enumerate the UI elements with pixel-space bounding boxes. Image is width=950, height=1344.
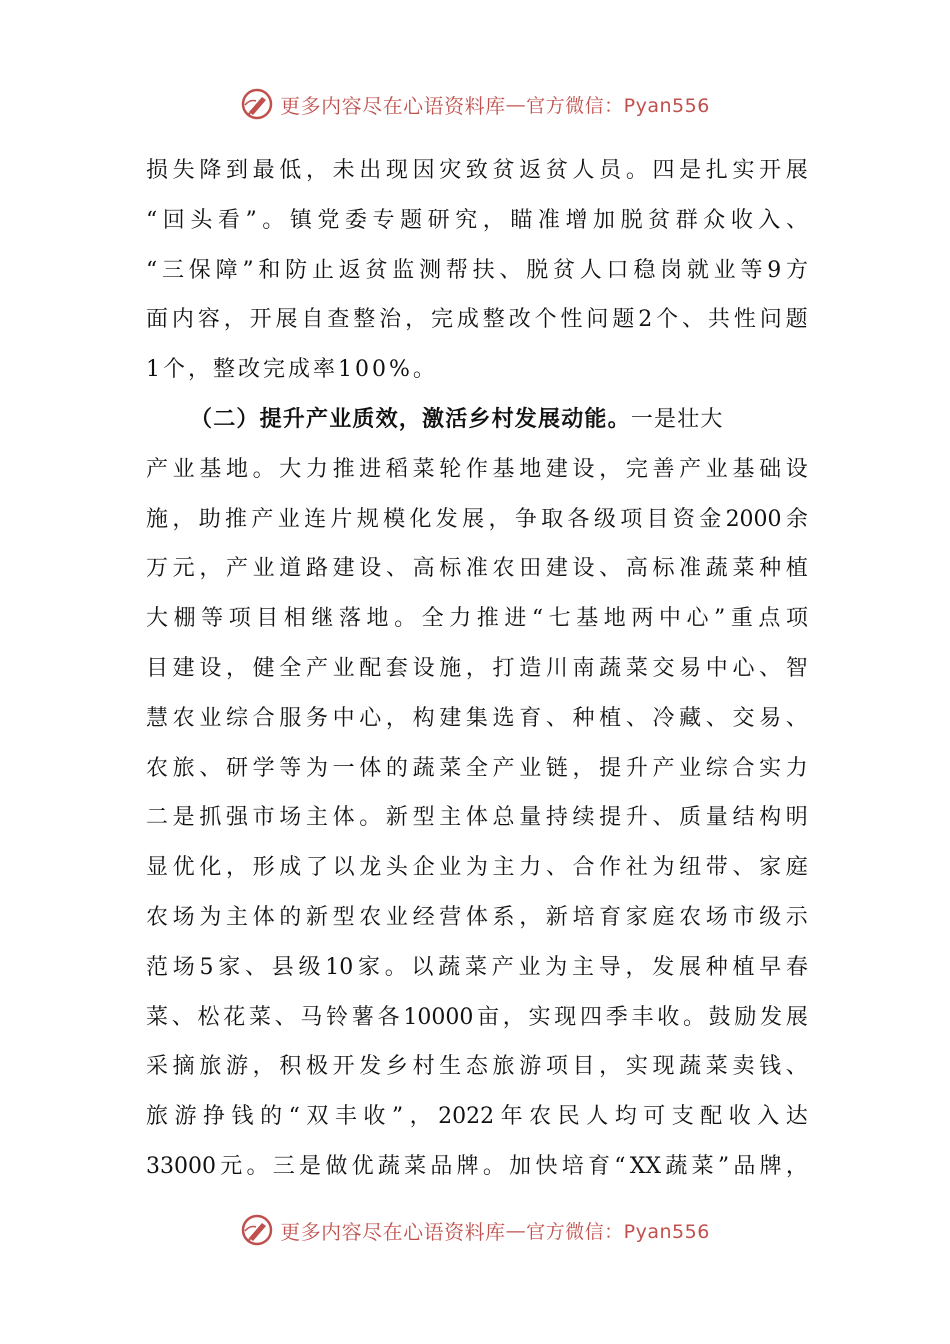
- text-line: 损 失 降 到 最 低 ， 未 出 现 因 灾 致 贫 返 贫 人 员 。 四 是 扎 实 开 展: [146, 158, 808, 183]
- text-line: 大 棚 等 项 目 相 继 落 地 。 全 力 推 进 “ 七 基 地 两 中 心 ” 重 点 项: [146, 606, 808, 632]
- text-line: 二 是 抓 强 市 场 主 体 。 新 型 主 体 总 量 持 续 提 升 、 质 量 结 构 明: [146, 805, 808, 831]
- text-line: 面 内 容 ， 开 展 自 查 整 治 ， 完 成 整 改 个 性 问 题 2 个 、 共 性 问 题: [146, 307, 808, 333]
- text-line: 采 摘 旅 游 ， 积 极 开 发 乡 村 生 态 旅 游 项 目 ， 实 现 蔬 菜 卖 钱 、: [146, 1054, 808, 1080]
- text-line: 慧 农 业 综 合 服 务 中 心 ， 构 建 集 选 育 、 种 植 、 冷 藏 、 交 易 、: [146, 705, 808, 731]
- text-line: 菜 、 松 花 菜 、 马 铃 薯 各 10000 亩 ， 实 现 四 季 丰 收 。 鼓 励 发 展: [146, 1004, 808, 1030]
- text-line: 1个，整改完成率100%。: [146, 357, 438, 383]
- watermark-text: 更多内容尽在心语资料库: [280, 1219, 506, 1244]
- text-line: 33000 元 。 三 是 做 优 蔬 菜 品 牌 。 加 快 培 育 “ XX 蔬 菜 ” 品 牌 ，: [146, 1153, 808, 1179]
- text-line: 显 优 化 ， 形 成 了 以 龙 头 企 业 为 主 力 、 合 作 社 为 纽 带 、 家 庭: [146, 855, 808, 881]
- watermark-contact: 官方微信：Pyan556: [526, 94, 710, 117]
- paragraph-2: [146, 445, 808, 1192]
- pen-logo-icon: [240, 1213, 274, 1247]
- watermark-contact: 官方微信：Pyan556: [526, 1220, 710, 1243]
- paragraph-2-first-line: [146, 395, 808, 445]
- text-line: 产 业 基 地 。 大 力 推 进 稻 菜 轮 作 基 地 建 设 ， 完 善 产 业 基 础 设: [146, 456, 808, 482]
- watermark-text: 更多内容尽在心语资料库: [280, 93, 506, 118]
- document-body: [146, 146, 808, 1192]
- text-line: 农 场 为 主 体 的 新 型 农 业 经 营 体 系 ， 新 培 育 家 庭 农 场 市 级 示: [146, 904, 808, 930]
- section-heading: （二）提升产业质效，激活乡村发展动能。: [190, 405, 631, 432]
- pen-logo-icon: [240, 87, 274, 121]
- footer-watermark: [0, 1210, 950, 1250]
- text-line: “ 回 头 看 ” 。 镇 党 委 专 题 研 究 ， 瞄 准 增 加 脱 贫 群 众 收 入 、: [146, 207, 808, 233]
- text-line: 目 建 设 ， 健 全 产 业 配 套 设 施 ， 打 造 川 南 蔬 菜 交 易 中 心 、 智: [146, 655, 808, 681]
- text-line: 旅 游 挣 钱 的 “ 双 丰 收 ” ， 2022 年 农 民 人 均 可 支 配 收 入 达: [146, 1104, 808, 1130]
- text-line: 农 旅 、 研 学 等 为 一 体 的 蔬 菜 全 产 业 链 ， 提 升 产 业 综 合 实 力: [146, 755, 808, 781]
- text-line: 施 ， 助 推 产 业 连 片 规 模 化 发 展 ， 争 取 各 级 项 目 资 金 2000 余: [146, 506, 808, 532]
- text-line: “ 三 保 障 ” 和 防 止 返 贫 监 测 帮 扶 、 脱 贫 人 口 稳 岗 就 业 等 9 方: [146, 257, 808, 283]
- text-line: 万 元 ， 产 业 道 路 建 设 、 高 标 准 农 田 建 设 、 高 标 准 蔬 菜 种 植: [146, 556, 808, 582]
- header-watermark: [0, 84, 950, 124]
- paragraph-1: [146, 146, 808, 395]
- watermark-separator: —: [505, 1218, 527, 1242]
- text-line: 范 场 5 家 、 县 级 10 家 。 以 蔬 菜 产 业 为 主 导 ， 发 展 种 植 早 春: [146, 954, 808, 980]
- section-heading-tail: 一是壮大: [630, 406, 724, 432]
- watermark-separator: —: [505, 92, 527, 116]
